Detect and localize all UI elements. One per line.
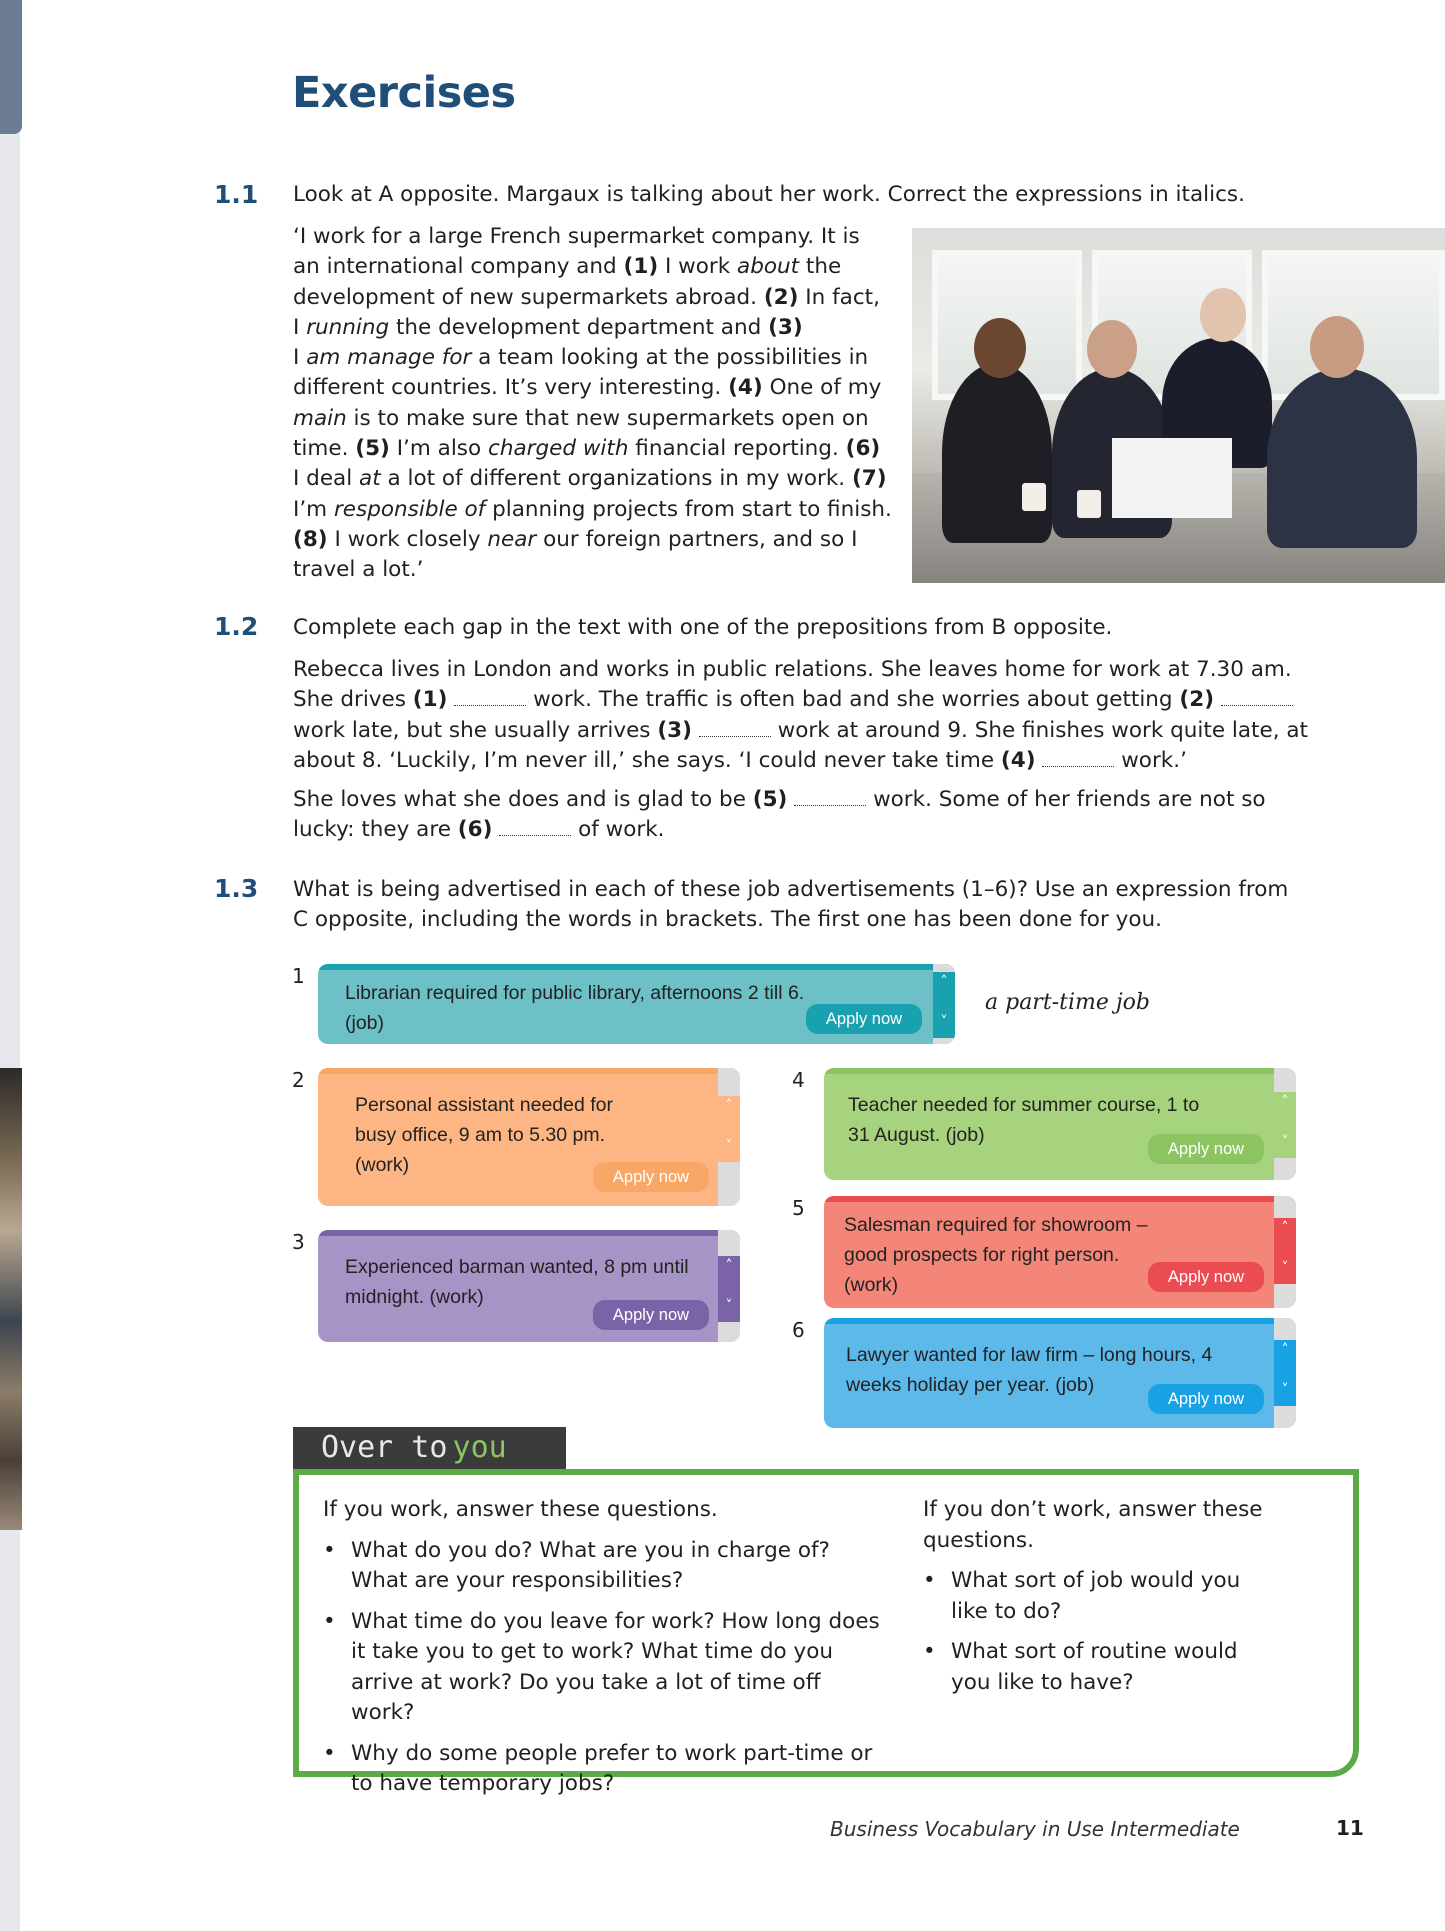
exercise-1-3-instruction: What is being advertised in each of these job advertisements (1–6)? Use an expression from C opposite, including the words in brackets. The first one has been done for you.: [293, 877, 1289, 933]
exercise-number-1-1: 1.1: [214, 180, 259, 209]
over-to-you-label-accent: you: [452, 1430, 507, 1465]
job-ad-text: Teacher needed for summer course, 1 to 31 August. (job): [848, 1094, 1200, 1146]
over-to-you-left-intro: If you work, answer these questions.: [323, 1497, 718, 1522]
exercise-1-1-instruction: Look at A opposite. Margaux is talking about her work. Correct the expressions in italics.: [293, 182, 1245, 207]
ad-number: 6: [792, 1318, 805, 1342]
job-ad-4: [824, 1068, 1296, 1180]
job-ad-text: Salesman required for showroom – good prospects for right person. (work): [844, 1214, 1148, 1296]
scroll-thumb[interactable]: ˄ ˅: [933, 972, 955, 1038]
footer-book-title: Business Vocabulary in Use Intermediate: [830, 1817, 1240, 1841]
apply-now-button[interactable]: Apply now: [593, 1162, 709, 1192]
over-to-you-left-column: [323, 1495, 883, 1800]
ad-number: 3: [292, 1230, 305, 1254]
job-ad-1: [318, 964, 955, 1044]
exercise-1-1-text: ‘I work for a large French supermarket company. It is an international company and (1) I work about the development of new supermarkets abroad. (2) In fact, I running the development department and (3) I am manage for a team looking at the possibilities in different countries. It’s very interesting. (4) One of my main is to make sure that new supermarkets open on time. (5) I’m also charged with financial reporting. (6) I deal at a lot of different organizations in my work. (7) I’m responsible of planning projects from start to finish. (8) I work closely near our foreign partners, and so I travel a lot.’: [293, 224, 892, 583]
apply-now-button[interactable]: Apply now: [806, 1004, 922, 1034]
ad-number: 5: [792, 1196, 805, 1220]
apply-now-button[interactable]: Apply now: [1148, 1262, 1264, 1292]
apply-now-button[interactable]: Apply now: [593, 1300, 709, 1330]
job-ad-text: Lawyer wanted for law firm – long hours, 4 weeks holiday per year. (job): [846, 1344, 1213, 1396]
exercise-1-2-text-continued: She loves what she does and is glad to be (5) work. Some of her friends are not so lucky: they are (6) of work.: [293, 787, 1266, 843]
scroll-thumb[interactable]: ˄ ˅: [718, 1256, 740, 1322]
question-item: • What sort of job would you like to do?: [923, 1566, 1283, 1627]
scroll-thumb[interactable]: ˄ ˅: [1274, 1218, 1296, 1284]
page-title: Exercises: [292, 68, 516, 118]
page-number: 11: [1336, 1816, 1364, 1840]
edge-photo: [0, 1068, 22, 1530]
job-ad-2: [318, 1068, 740, 1206]
job-ad-text: Librarian required for public library, afternoons 2 till 6. (job): [345, 982, 805, 1034]
ad-number: 1: [292, 964, 305, 988]
exercise-1-2-text: Rebecca lives in London and works in public relations. She leaves home for work at 7.30 am. She drives (1) work. The traffic is often bad and she worries about getting (2) work late, but she usually arrives (3) work at around 9. She finishes work quite late, at about 8. ‘Luckily, I’m never ill,’ she says. ‘I could never take time (4) work.’: [293, 657, 1308, 773]
over-to-you-tab: [293, 1427, 566, 1469]
over-to-you-box: [293, 1469, 1359, 1796]
over-to-you-right-column: [923, 1495, 1283, 1698]
job-ad-6: [824, 1318, 1296, 1428]
exercise-1-2-instruction: Complete each gap in the text with one of the prepositions from B opposite.: [293, 615, 1113, 640]
job-ad-text: Experienced barman wanted, 8 pm until midnight. (work): [345, 1256, 689, 1308]
ad-number: 2: [292, 1068, 305, 1092]
job-ad-3: [318, 1230, 740, 1342]
scroll-thumb[interactable]: ˄ ˅: [718, 1096, 740, 1162]
ad-number: 4: [792, 1068, 805, 1092]
question-item: • Why do some people prefer to work part-time or to have temporary jobs?: [323, 1739, 883, 1800]
unit-tab: [0, 0, 22, 134]
question-item: • What time do you leave for work? How long does it take you to get to work? What time do you arrive at work? Do you take a lot of time off work?: [323, 1607, 883, 1729]
over-to-you-right-intro: If you don’t work, answer these questions.: [923, 1497, 1263, 1553]
question-item: • What sort of routine would you like to have?: [923, 1637, 1283, 1698]
example-answer: a part-time job: [985, 990, 1150, 1015]
exercise-number-1-3: 1.3: [214, 874, 259, 903]
meeting-photo: [912, 228, 1445, 583]
job-ad-text: Personal assistant needed for busy office, 9 am to 5.30 pm. (work): [355, 1094, 613, 1176]
exercise-number-1-2: 1.2: [214, 612, 259, 641]
apply-now-button[interactable]: Apply now: [1148, 1134, 1264, 1164]
scroll-thumb[interactable]: ˄ ˅: [1274, 1092, 1296, 1158]
question-item: • What do you do? What are you in charge of? What are your responsibilities?: [323, 1536, 883, 1597]
page-edge: [0, 0, 20, 1931]
apply-now-button[interactable]: Apply now: [1148, 1384, 1264, 1414]
scroll-thumb[interactable]: ˄ ˅: [1274, 1340, 1296, 1406]
over-to-you-label: Over to: [321, 1430, 448, 1465]
job-ad-5: [824, 1196, 1296, 1308]
